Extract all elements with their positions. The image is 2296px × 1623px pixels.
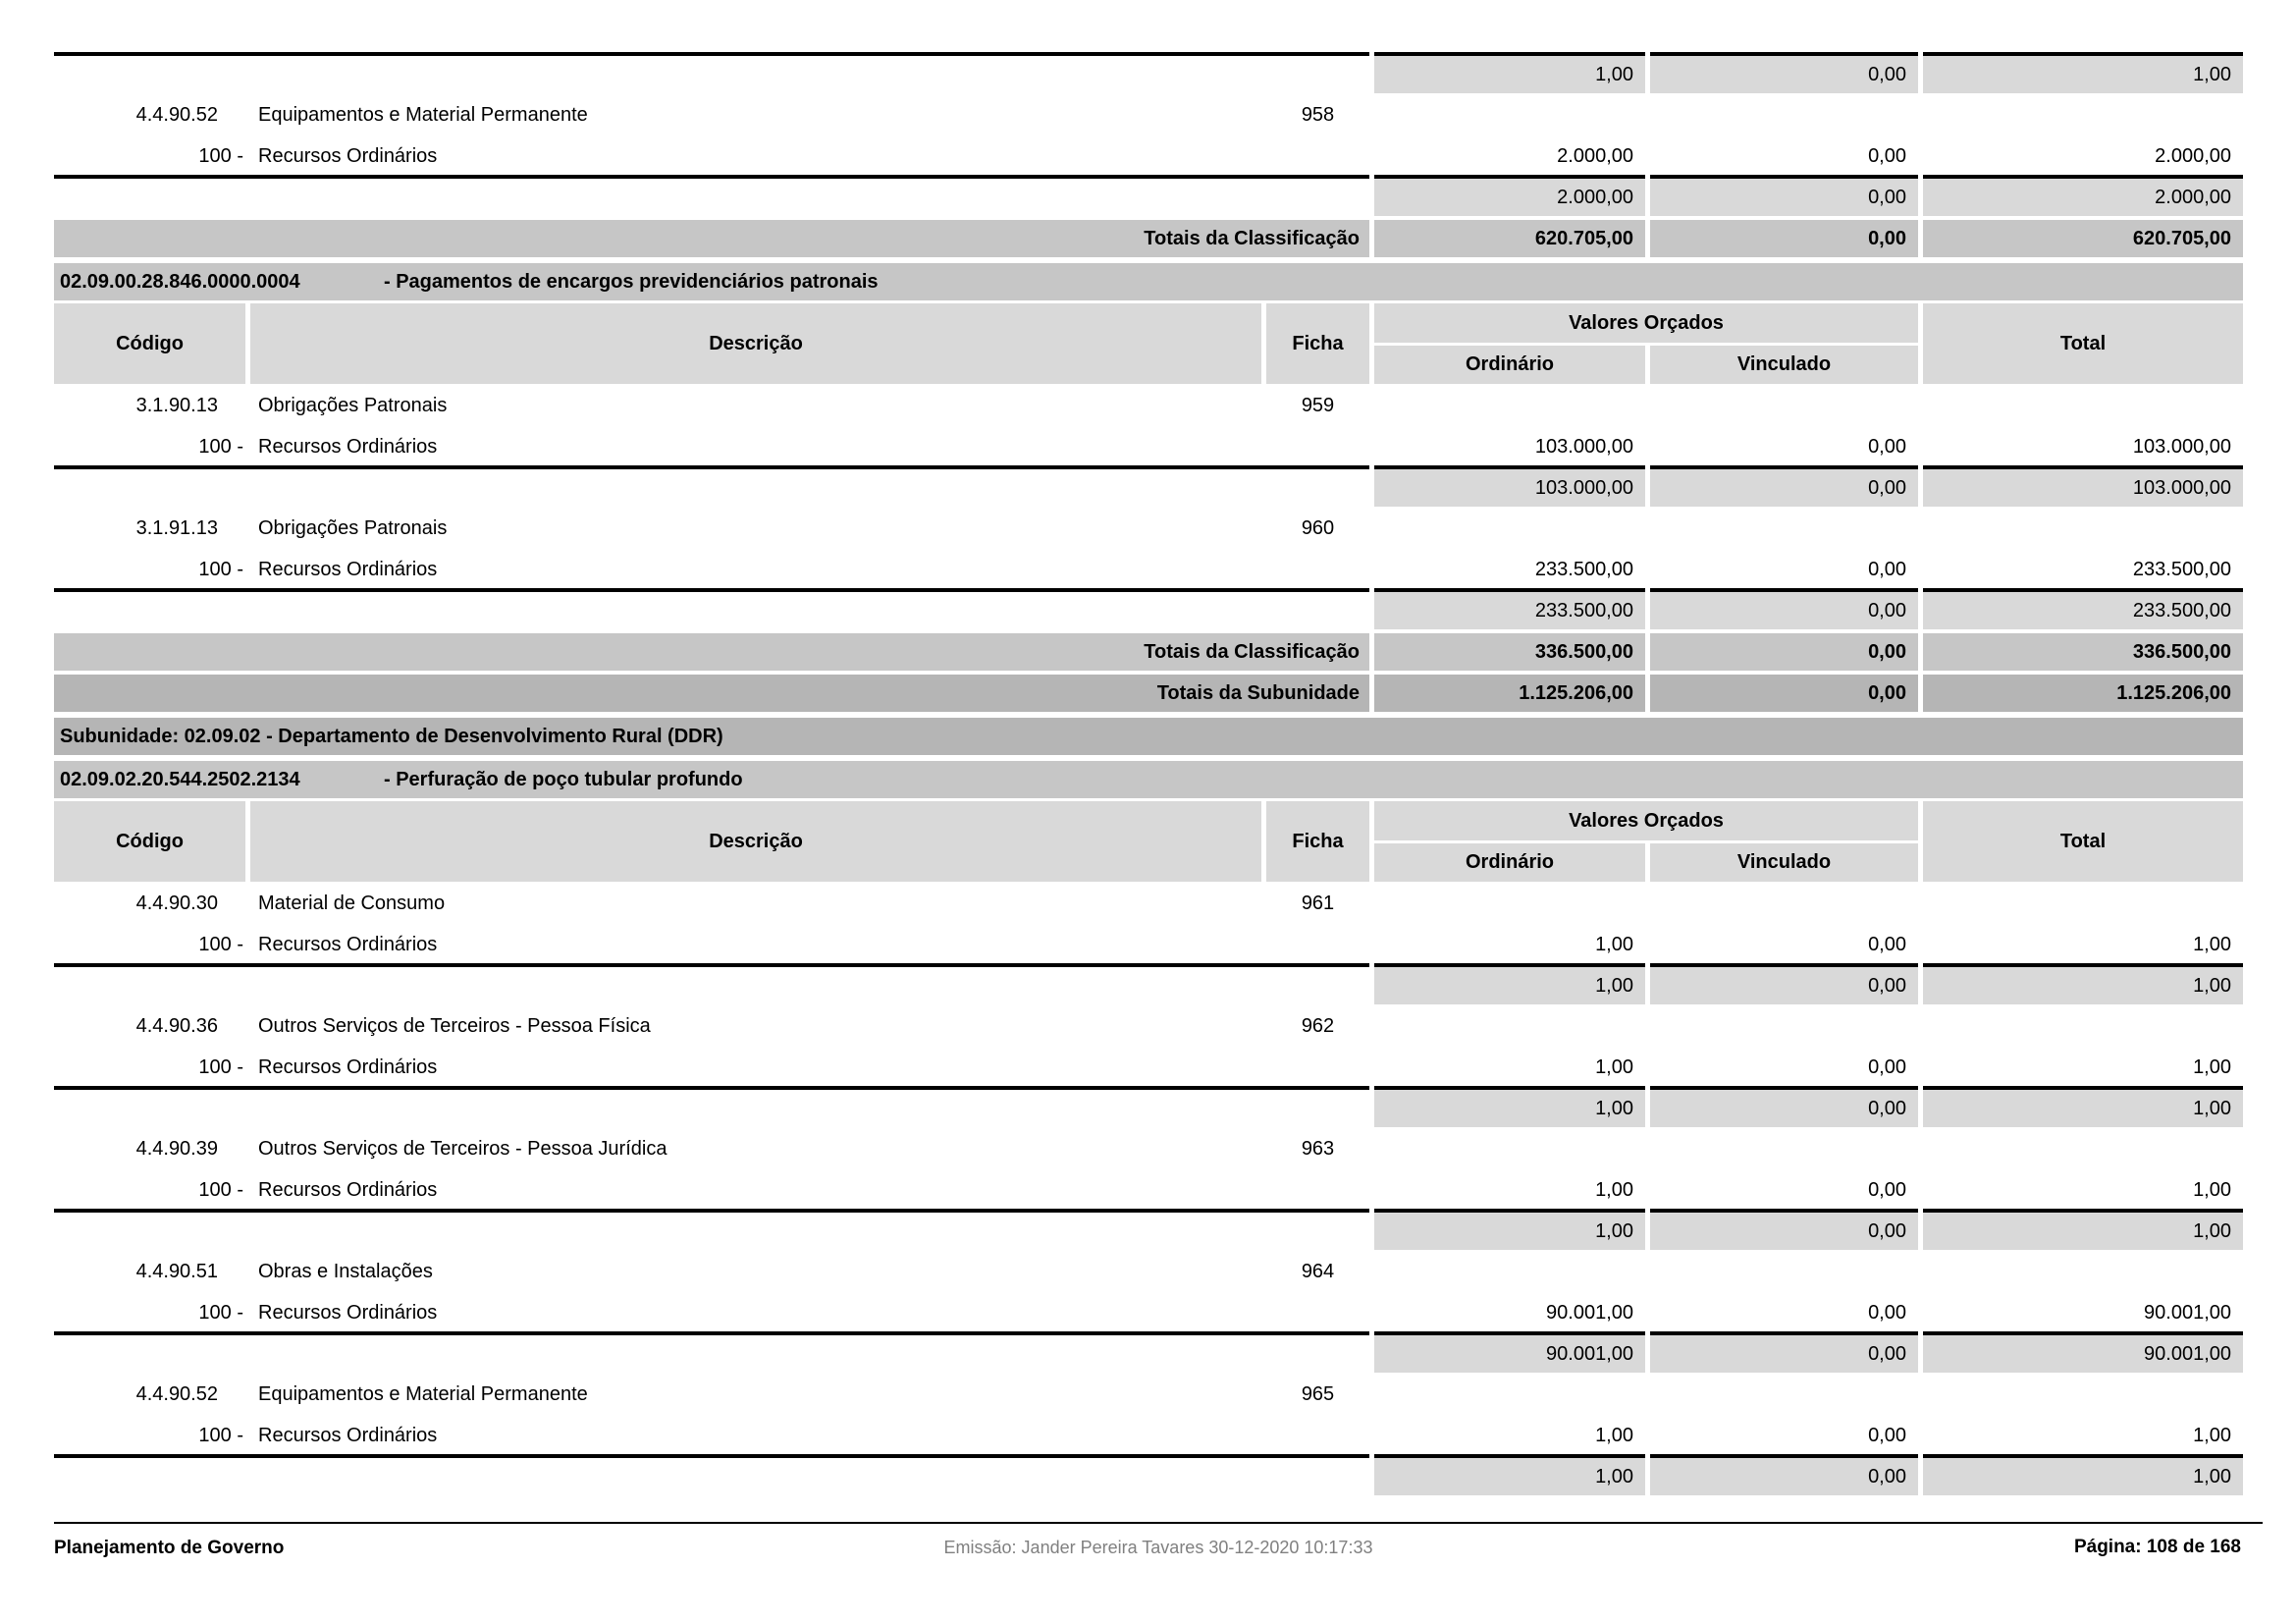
band-spacer xyxy=(54,175,1369,216)
total-value: 2.000,00 xyxy=(2155,144,2231,167)
resource-code: 100 - xyxy=(198,1301,243,1324)
report-table xyxy=(54,52,2243,1495)
ordinario-header: Ordinário xyxy=(1374,843,1645,882)
total-total: 1.125.206,00 xyxy=(1923,675,2243,712)
total-value: 1,00 xyxy=(2193,933,2231,955)
item-ficha: 960 xyxy=(1301,517,1335,539)
item-ficha: 964 xyxy=(1301,1261,1335,1282)
ordinario-value: 1,00 xyxy=(1595,1424,1633,1446)
resource-label: Recursos Ordinários xyxy=(258,933,438,955)
vinculado-total: 0,00 xyxy=(1650,220,1918,257)
total-header: Total xyxy=(1923,303,2243,384)
total-value: 233.500,00 xyxy=(2132,558,2231,580)
table-header-row xyxy=(54,801,2243,882)
resource-row xyxy=(54,1294,2243,1331)
totals-label: Totais da Subunidade xyxy=(54,675,1369,712)
item-ficha: 959 xyxy=(1301,395,1335,416)
vinculado-subtotal: 0,00 xyxy=(1650,588,1918,629)
program-band xyxy=(54,263,2243,300)
totals-label: Totais da Classificação xyxy=(54,220,1369,257)
ordinario-subtotal: 1,00 xyxy=(1374,963,1645,1004)
descricao-header: Descrição xyxy=(250,303,1261,384)
resource-code: 100 - xyxy=(198,144,243,167)
item-subtotal-band xyxy=(54,52,2243,93)
item-ficha: 961 xyxy=(1301,893,1335,914)
vinculado-value: 0,00 xyxy=(1868,933,1906,955)
item-ficha: 965 xyxy=(1301,1383,1335,1405)
ordinario-value: 233.500,00 xyxy=(1534,558,1633,580)
resource-code: 100 - xyxy=(198,1055,243,1078)
band-spacer xyxy=(54,52,1369,93)
item-code: 3.1.90.13 xyxy=(135,395,218,416)
subunit-band: Subunidade: 02.09.02 - Departamento de Desenvolvimento Rural (DDR) xyxy=(54,718,2243,755)
vinculado-value: 0,00 xyxy=(1868,435,1906,458)
total-subtotal: 1,00 xyxy=(1923,52,2243,93)
vinculado-header: Vinculado xyxy=(1650,346,1918,384)
resource-code: 100 - xyxy=(198,1424,243,1446)
vinculado-value: 0,00 xyxy=(1868,144,1906,167)
total-subtotal: 1,00 xyxy=(1923,1209,2243,1250)
resource-code: 100 - xyxy=(198,1178,243,1201)
item-code: 3.1.91.13 xyxy=(135,517,218,539)
item-row xyxy=(54,1373,2243,1417)
ordinario-subtotal: 1,00 xyxy=(1374,1209,1645,1250)
vinculado-value: 0,00 xyxy=(1868,1055,1906,1078)
total-value: 1,00 xyxy=(2193,1055,2231,1078)
resource-label: Recursos Ordinários xyxy=(258,1178,438,1201)
item-code: 4.4.90.36 xyxy=(135,1015,218,1037)
resource-row xyxy=(54,428,2243,465)
item-subtotal-band xyxy=(54,588,2243,629)
resource-label: Recursos Ordinários xyxy=(258,1055,438,1078)
item-description: Obrigações Patronais xyxy=(258,517,448,539)
item-description: Equipamentos e Material Permanente xyxy=(258,1383,588,1405)
vinculado-subtotal: 0,00 xyxy=(1650,1086,1918,1127)
total-total: 620.705,00 xyxy=(1923,220,2243,257)
resource-row xyxy=(54,551,2243,588)
total-subtotal: 2.000,00 xyxy=(1923,175,2243,216)
ordinario-subtotal: 1,00 xyxy=(1374,1454,1645,1495)
item-subtotal-band xyxy=(54,1086,2243,1127)
descricao-header: Descrição xyxy=(250,801,1261,882)
vinculado-total: 0,00 xyxy=(1650,633,1918,671)
vinculado-subtotal: 0,00 xyxy=(1650,175,1918,216)
total-subtotal: 1,00 xyxy=(1923,963,2243,1004)
vinculado-subtotal: 0,00 xyxy=(1650,465,1918,507)
item-row xyxy=(54,1004,2243,1049)
vinculado-subtotal: 0,00 xyxy=(1650,1454,1918,1495)
page-footer xyxy=(54,1522,2263,1559)
resource-row xyxy=(54,1417,2243,1454)
ordinario-subtotal: 90.001,00 xyxy=(1374,1331,1645,1373)
ordinario-value: 1,00 xyxy=(1595,1178,1633,1201)
ficha-header: Ficha xyxy=(1266,303,1369,384)
ordinario-subtotal: 103.000,00 xyxy=(1374,465,1645,507)
totals-row-classificacao xyxy=(54,633,2243,671)
valores-orcados-header: Valores Orçados xyxy=(1374,801,1918,840)
resource-code: 100 - xyxy=(198,558,243,580)
band-spacer xyxy=(54,465,1369,507)
total-subtotal: 90.001,00 xyxy=(1923,1331,2243,1373)
total-value: 103.000,00 xyxy=(2132,435,2231,458)
item-description: Outros Serviços de Terceiros - Pessoa Jurídica xyxy=(258,1138,667,1160)
ordinario-value: 90.001,00 xyxy=(1546,1301,1633,1324)
codigo-header: Código xyxy=(54,303,245,384)
ordinario-subtotal: 233.500,00 xyxy=(1374,588,1645,629)
item-description: Equipamentos e Material Permanente xyxy=(258,104,588,126)
total-subtotal: 103.000,00 xyxy=(1923,465,2243,507)
item-code: 4.4.90.30 xyxy=(135,893,218,914)
vinculado-subtotal: 0,00 xyxy=(1650,1209,1918,1250)
resource-label: Recursos Ordinários xyxy=(258,1301,438,1324)
total-value: 1,00 xyxy=(2193,1424,2231,1446)
item-description: Material de Consumo xyxy=(258,893,446,914)
total-subtotal: 1,00 xyxy=(1923,1086,2243,1127)
totals-row-classificacao xyxy=(54,220,2243,257)
item-code: 4.4.90.51 xyxy=(135,1261,218,1282)
band-spacer xyxy=(54,588,1369,629)
total-subtotal: 233.500,00 xyxy=(1923,588,2243,629)
band-spacer xyxy=(54,963,1369,1004)
ordinario-header: Ordinário xyxy=(1374,346,1645,384)
item-row xyxy=(54,1250,2243,1294)
total-value: 90.001,00 xyxy=(2144,1301,2231,1324)
item-row xyxy=(54,1127,2243,1171)
ordinario-subtotal: 1,00 xyxy=(1374,52,1645,93)
total-total: 336.500,00 xyxy=(1923,633,2243,671)
valores-orcados-header: Valores Orçados xyxy=(1374,303,1918,343)
ordinario-value: 2.000,00 xyxy=(1557,144,1633,167)
resource-code: 100 - xyxy=(198,435,243,458)
program-title: - Perfuração de poço tubular profundo xyxy=(384,768,743,790)
resource-row xyxy=(54,1049,2243,1086)
item-description: Outros Serviços de Terceiros - Pessoa Física xyxy=(258,1015,651,1037)
total-header: Total xyxy=(1923,801,2243,882)
vinculado-value: 0,00 xyxy=(1868,1178,1906,1201)
resource-row xyxy=(54,926,2243,963)
totals-label: Totais da Classificação xyxy=(54,633,1369,671)
item-subtotal-band xyxy=(54,1454,2243,1495)
resource-row xyxy=(54,1171,2243,1209)
item-ficha: 958 xyxy=(1301,104,1335,126)
item-subtotal-band xyxy=(54,963,2243,1004)
item-ficha: 962 xyxy=(1301,1015,1335,1037)
vinculado-value: 0,00 xyxy=(1868,1424,1906,1446)
program-code: 02.09.02.20.544.2502.2134 xyxy=(60,768,300,790)
item-subtotal-band xyxy=(54,1209,2243,1250)
resource-label: Recursos Ordinários xyxy=(258,144,438,167)
program-title: - Pagamentos de encargos previdenciários patronais xyxy=(384,270,879,293)
ordinario-subtotal: 2.000,00 xyxy=(1374,175,1645,216)
vinculado-value: 0,00 xyxy=(1868,1301,1906,1324)
item-row xyxy=(54,882,2243,926)
ficha-header: Ficha xyxy=(1266,801,1369,882)
item-code: 4.4.90.52 xyxy=(135,1383,218,1405)
vinculado-subtotal: 0,00 xyxy=(1650,52,1918,93)
program-band xyxy=(54,761,2243,798)
ordinario-total: 336.500,00 xyxy=(1374,633,1645,671)
item-subtotal-band xyxy=(54,175,2243,216)
item-row xyxy=(54,507,2243,551)
footer-system-name: Planejamento de Governo xyxy=(54,1538,285,1558)
resource-code: 100 - xyxy=(198,933,243,955)
vinculado-subtotal: 0,00 xyxy=(1650,963,1918,1004)
ordinario-value: 1,00 xyxy=(1595,1055,1633,1078)
band-spacer xyxy=(54,1454,1369,1495)
vinculado-value: 0,00 xyxy=(1868,558,1906,580)
band-spacer xyxy=(54,1086,1369,1127)
item-row xyxy=(54,93,2243,137)
vinculado-total: 0,00 xyxy=(1650,675,1918,712)
total-value: 1,00 xyxy=(2193,1178,2231,1201)
resource-label: Recursos Ordinários xyxy=(258,1424,438,1446)
resource-label: Recursos Ordinários xyxy=(258,558,438,580)
item-subtotal-band xyxy=(54,465,2243,507)
codigo-header: Código xyxy=(54,801,245,882)
ordinario-value: 1,00 xyxy=(1595,933,1633,955)
band-spacer xyxy=(54,1209,1369,1250)
footer-emission-info: Emissão: Jander Pereira Tavares 30-12-2020 10:17:33 xyxy=(943,1538,1373,1557)
item-description: Obrigações Patronais xyxy=(258,395,448,416)
ordinario-subtotal: 1,00 xyxy=(1374,1086,1645,1127)
band-spacer xyxy=(54,1331,1369,1373)
item-subtotal-band xyxy=(54,1331,2243,1373)
item-description: Obras e Instalações xyxy=(258,1261,433,1282)
vinculado-header: Vinculado xyxy=(1650,843,1918,882)
ordinario-total: 620.705,00 xyxy=(1374,220,1645,257)
footer-page-number: Página: 108 de 168 xyxy=(2073,1537,2241,1557)
totals-row-subunidade xyxy=(54,675,2243,712)
item-ficha: 963 xyxy=(1301,1138,1335,1160)
item-row xyxy=(54,384,2243,428)
resource-row xyxy=(54,137,2243,175)
ordinario-total: 1.125.206,00 xyxy=(1374,675,1645,712)
item-code: 4.4.90.52 xyxy=(135,104,218,126)
ordinario-value: 103.000,00 xyxy=(1534,435,1633,458)
total-subtotal: 1,00 xyxy=(1923,1454,2243,1495)
resource-label: Recursos Ordinários xyxy=(258,435,438,458)
table-header-row xyxy=(54,303,2243,384)
item-code: 4.4.90.39 xyxy=(135,1138,218,1160)
program-code: 02.09.00.28.846.0000.0004 xyxy=(60,270,300,293)
vinculado-subtotal: 0,00 xyxy=(1650,1331,1918,1373)
